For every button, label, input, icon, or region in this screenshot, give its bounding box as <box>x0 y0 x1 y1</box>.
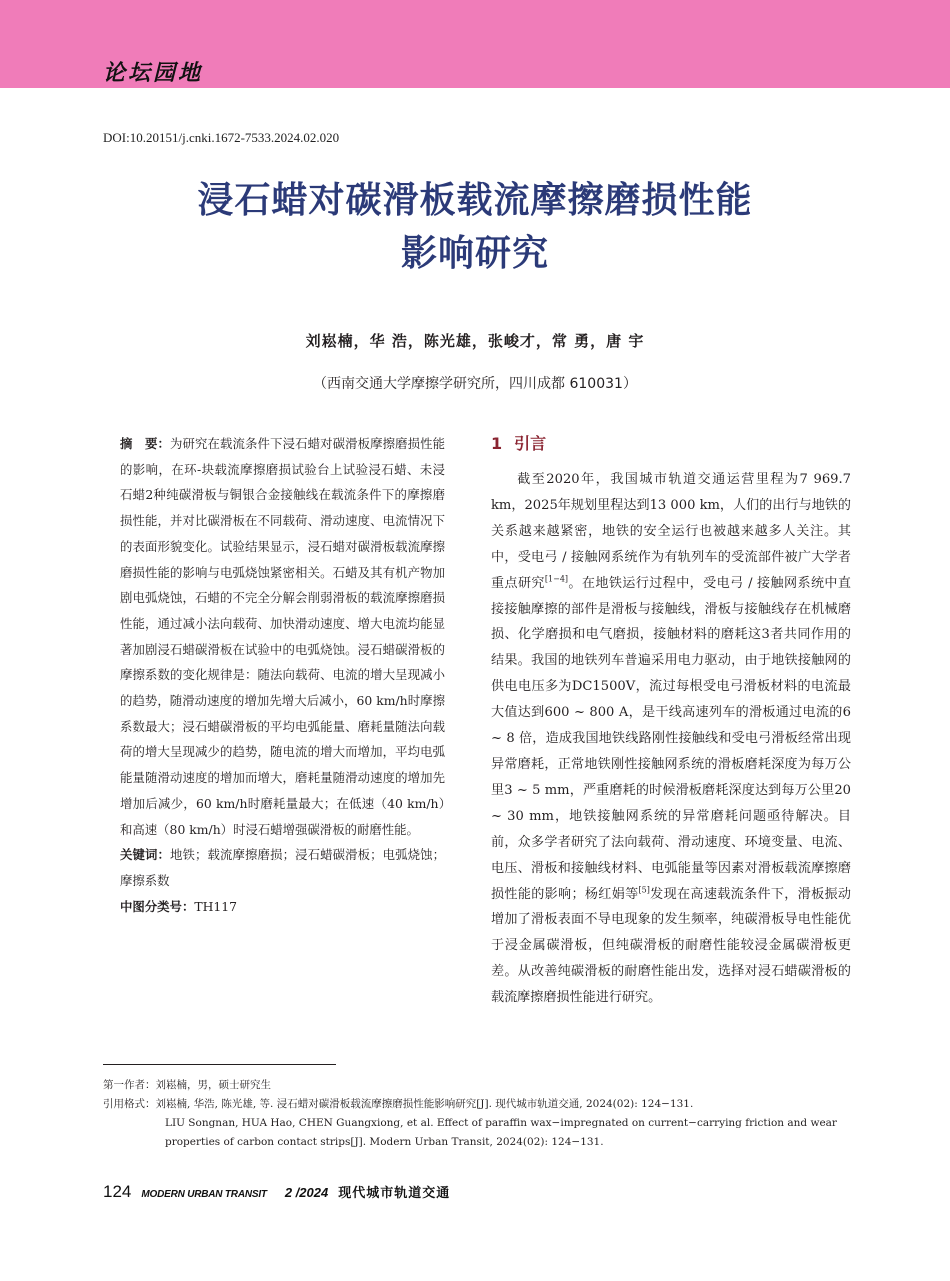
abstract-text: 为研究在载流条件下浸石蜡对碳滑板摩擦磨损性能的影响，在环-块载流摩擦磨损试验台上试验浸石蜡、未浸石蜡2种纯碳滑板与铜银合金接触线在载流条件下的摩擦磨损性能，并对比碳滑板在不同载荷、滑动速度、电流情况下的表面形貌变化。试验结果显示，浸石蜡对碳滑板载流摩擦磨损性能的影响与电弧烧蚀紧密相关。石蜡及其有机产物加剧电弧烧蚀，石蜡的不完全分解会削弱滑板的载流摩擦磨损性能，通过减小法向载荷、加快滑动速度、增大电流均能显著加剧浸石蜡碳滑板在试验中的电弧烧蚀。浸石蜡碳滑板的摩擦系数的变化规律是：随法向载荷、电流的增大呈现减小的趋势，随滑动速度的增加先增大后减小，60 km/h时摩擦系数最大；浸石蜡碳滑板的平均电弧能量、磨耗量随法向载荷的增大呈现减少的趋势，随电流的增大而增加，平均电弧能量随滑动速度的增加而增大，磨耗量随滑动速度的增加先增加后减少，60 km/h时磨耗量最大；在低速（40 km/h）和高速（80 km/h）时浸石蜡增强碳滑板的耐磨性能。 <box>120 436 446 837</box>
footnote-divider <box>103 1064 336 1065</box>
section-number: 1 <box>491 434 503 453</box>
doi-line[interactable]: DOI:10.20151/j.cnki.1672-7533.2024.02.020 <box>103 130 340 145</box>
title-line-2: 影响研究 <box>400 232 549 274</box>
abstract <box>120 431 445 842</box>
intro-text-1: 截至2020年，我国城市轨道交通运营里程为7 969.7 km，2025年规划里程达到13 000 km，人们的出行与地铁的关系越来越紧密，地铁的安全运行也被越来越多人关注。其中，受电弓 / 接触网系统作为有轨列车的受流部件被广大学者重点研究 <box>491 472 851 591</box>
author-list: 刘崧楠，华 浩，陈光雄，张峻才，常 勇，唐 宇 <box>305 332 645 350</box>
keywords-text: 地铁；载流摩擦磨损；浸石蜡碳滑板；电弧烧蚀；摩擦系数 <box>120 847 446 888</box>
keywords-label: 关键词： <box>120 847 171 863</box>
journal-name-en: MODERN URBAN TRANSIT <box>141 1189 267 1200</box>
first-author-text: 刘崧楠，男，硕士研究生 <box>155 1079 271 1091</box>
clc-number <box>120 894 445 920</box>
keywords <box>120 842 445 893</box>
intro-paragraph <box>491 467 851 1011</box>
affiliation: （西南交通大学摩擦学研究所，四川成都 610031） <box>313 376 637 392</box>
intro-text-3: 发现在高速载流条件下，滑板振动增加了滑板表面不导电现象的发生频率，纯碳滑板导电性能优于浸金属碳滑板，但纯碳滑板的耐磨性能较浸金属碳滑板更差。从改善纯碳滑板的耐磨性能出发，选择对浸石蜡碳滑板的载流摩擦磨损性能进行研究。 <box>491 886 852 1006</box>
article-title <box>100 174 850 280</box>
title-line-1: 浸石蜡对碳滑板载流摩擦磨损性能 <box>197 179 753 221</box>
citation-label: 引用格式： <box>103 1098 156 1110</box>
first-author-note <box>103 1076 853 1095</box>
body-column <box>491 431 851 1011</box>
section-tag: 论坛园地 <box>103 61 204 86</box>
footnotes <box>103 1076 853 1152</box>
abstract-label: 摘 要： <box>120 436 171 451</box>
page-number: 124 <box>103 1182 132 1201</box>
citation-1-4[interactable]: [1−4] <box>544 574 569 584</box>
section-heading <box>491 431 851 457</box>
clc-label: 中图分类号： <box>120 898 195 914</box>
citation-cn: 刘崧楠, 华浩, 陈光雄, 等. 浸石蜡对碳滑板载流摩擦磨损性能影响研究[J]. 现代城市轨道交通, 2024(02): 124−131. <box>155 1098 694 1110</box>
abstract-column <box>120 431 445 919</box>
section-title: 引言 <box>514 434 547 453</box>
journal-name-cn: 现代城市轨道交通 <box>338 1186 451 1201</box>
page-footer <box>103 1182 450 1202</box>
citation-5[interactable]: [5] <box>638 885 650 895</box>
first-author-label: 第一作者： <box>103 1079 156 1091</box>
intro-text-2: 。在地铁运行过程中，受电弓 / 接触网系统中直接接触摩擦的部件是滑板与接触线，滑板与接触线存在机械磨损、化学磨损和电气磨损，接触材料的磨耗这3者共同作用的结果。我国的地铁列车普遍采用电力驱动，由于地铁接触网的供电电压多为DC1500V，流过每根受电弓滑板材料的电流最大值达到600 ~ 800 A，是干线高速列车的滑板通过电流的6 ~ 8 倍，造成我国地铁线路刚性接触线和受电弓滑板经常出现异常磨耗，正常地铁刚性接触网系统的滑板磨耗深度为每万公里3 ~ 5 mm，严重磨耗的时候滑板磨耗深度达到每万公里20 ~ 30 mm，地铁接触网系统的异常磨耗问题亟待解决。目前，众多学者研究了法向载荷、滑动速度、环境变量、电流、电压、滑板和接触线材料、电弧能量等因素对滑板载流摩擦磨损性能的影响；杨红娟等 <box>491 575 851 902</box>
issue-number: 2 /2024 <box>284 1185 329 1200</box>
citation-en: LIU Songnan, HUA Hao, CHEN Guangxiong, et al. Effect of paraffin wax−impregnated on current−carrying friction and wear properties of carbon contact strips[J]. Modern Urban Transit, 2024(02): 124−131. <box>165 1117 837 1148</box>
clc-text: TH117 <box>194 898 238 914</box>
citation-note <box>103 1095 853 1114</box>
